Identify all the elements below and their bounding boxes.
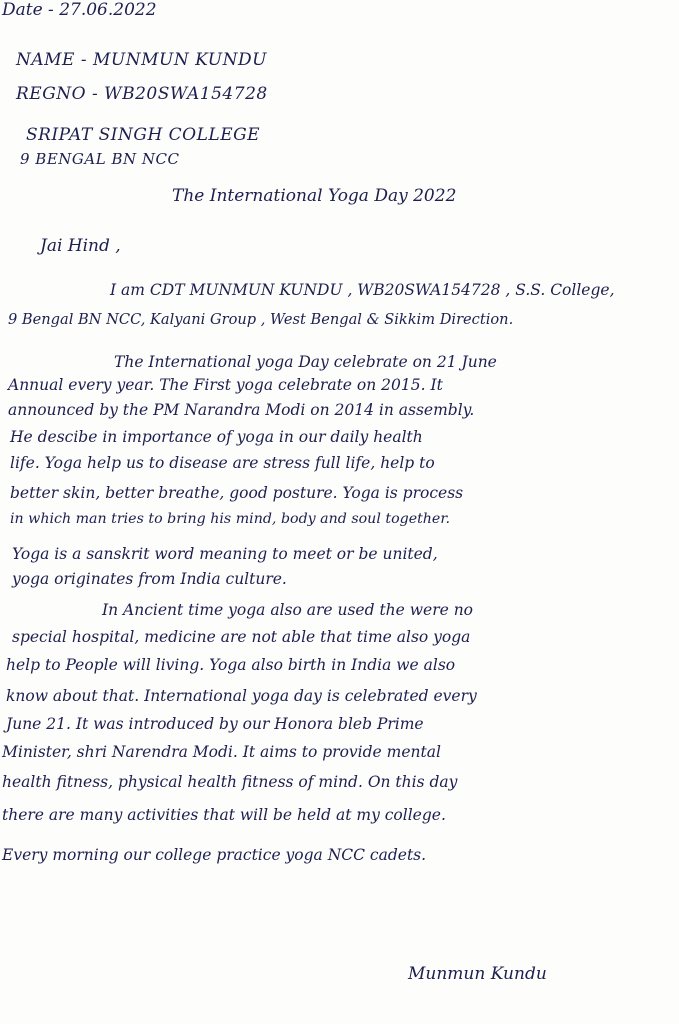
paragraph-line: Every morning our college practice yoga NCC cadets. [2, 846, 427, 864]
writer-name: NAME - MUNMUN KUNDU [16, 50, 267, 70]
registration-number: REGNO - WB20SWA154728 [16, 84, 268, 104]
paragraph-line: announced by the PM Narandra Modi on 2014 in assembly. [8, 401, 475, 419]
paragraph-line: in which man tries to bring his mind, body and soul together. [10, 511, 451, 527]
letter-date: Date - 27.06.2022 [2, 0, 157, 20]
paragraph-line: special hospital, medicine are not able that time also yoga [12, 628, 471, 646]
letter-title: The International Yoga Day 2022 [172, 186, 457, 206]
paragraph-line: health fitness, physical health fitness of mind. On this day [2, 773, 458, 791]
college-name: SRIPAT SINGH COLLEGE [26, 125, 261, 145]
paragraph-line: know about that. International yoga day is celebrated every [6, 687, 477, 705]
paragraph-line: better skin, better breathe, good posture. Yoga is process [10, 484, 464, 502]
paragraph-line: 9 Bengal BN NCC, Kalyani Group , West Bengal & Sikkim Direction. [8, 311, 514, 328]
paragraph-line: I am CDT MUNMUN KUNDU , WB20SWA154728 , S.S. College, [110, 281, 615, 299]
paragraph-line: In Ancient time yoga also are used the were no [102, 601, 474, 619]
ncc-unit: 9 BENGAL BN NCC [20, 150, 180, 168]
paragraph-line: Minister, shri Narendra Modi. It aims to provide mental [2, 743, 441, 761]
salutation: Jai Hind , [40, 236, 121, 256]
paragraph-line: life. Yoga help us to disease are stress full life, help to [10, 454, 435, 472]
paragraph-line: help to People will living. Yoga also birth in India we also [6, 656, 456, 674]
paragraph-line: June 21. It was introduced by our Honora bleb Prime [6, 715, 424, 733]
paragraph-line: Yoga is a sanskrit word meaning to meet or be united, [12, 545, 438, 563]
paragraph-line: yoga originates from India culture. [12, 570, 287, 588]
paragraph-line: He descibe in importance of yoga in our daily health [10, 428, 423, 446]
paragraph-line: Annual every year. The First yoga celebrate on 2015. It [8, 376, 443, 394]
signature: Munmun Kundu [408, 964, 547, 984]
paragraph-line: The International yoga Day celebrate on 21 June [114, 353, 497, 371]
paragraph-line: there are many activities that will be held at my college. [2, 806, 446, 824]
